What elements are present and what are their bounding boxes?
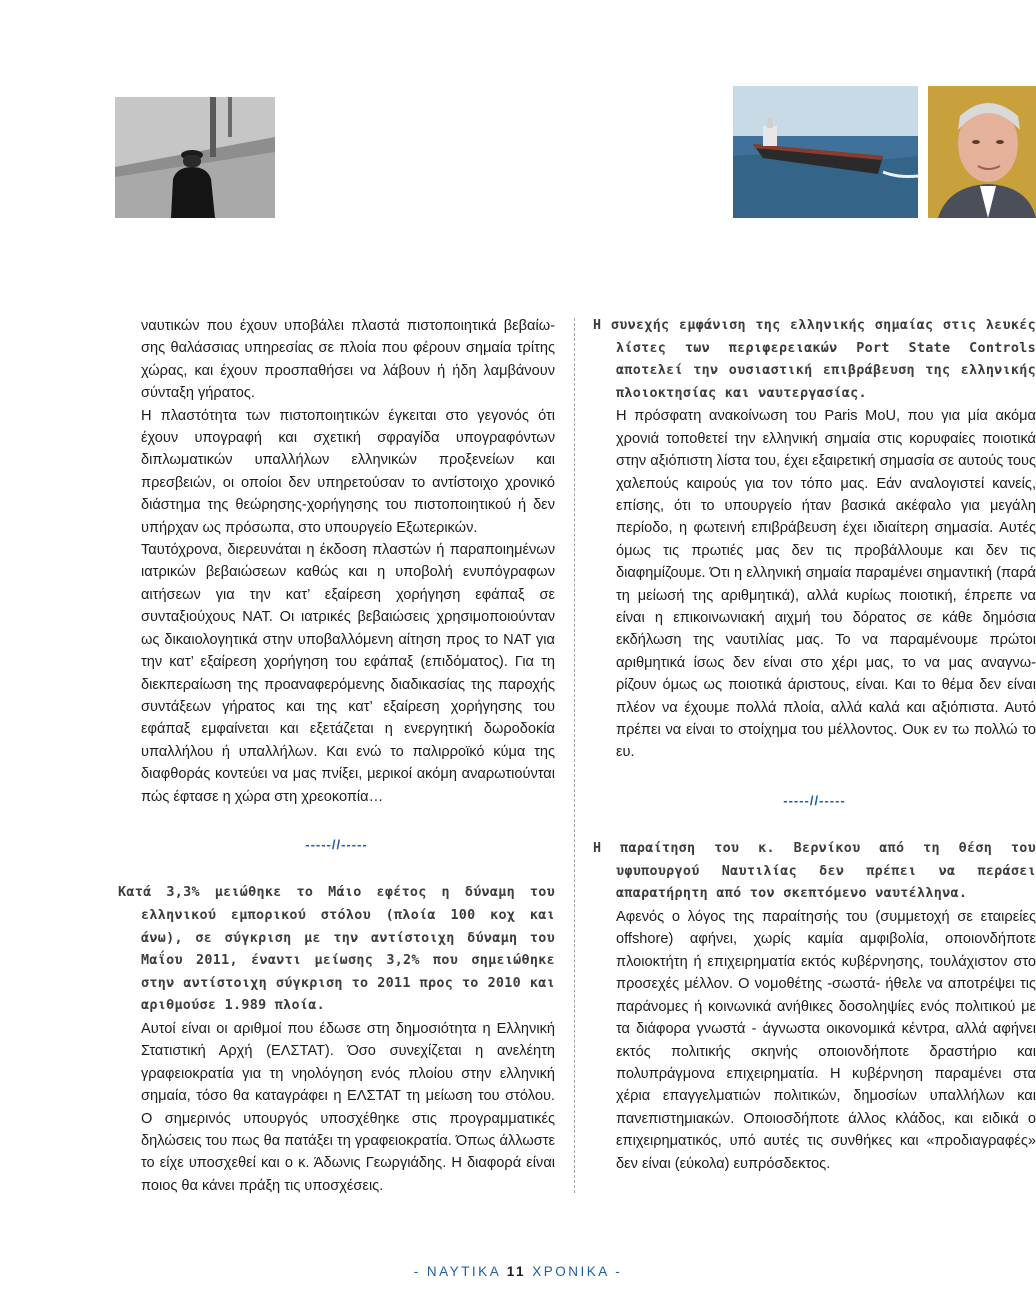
officer-illustration: [115, 97, 275, 218]
ship-photo: [733, 86, 918, 218]
lead-headline: Κατά 3,3% μειώθηκε το Μάιο εφέτος η δύναμη του ελληνικού εμπορικού στόλου (πλοία 100 κοχ και άνω), σε σύγκριση με την αντίστοιχη δύναμη του Μαΐου 2011, έναντι μείωσης 3,2% που σημειώθηκε στην αντίστοιχη σύγκριση το 2011 προς το 2010 και αριθμούσε 1.989 πλοία.: [118, 885, 555, 1014]
lead-headline: Η συνεχής εμφάνιση της ελληνικής σημαίας στις λευκές λίστες των περιφερειακών Port State Controls αποτελεί την ουσιαστική επιβράβευση της ελληνικής πλοιοκτησίας και ναυτεργασίας.: [593, 318, 1036, 401]
lead-headline: Η παραίτηση του κ. Βερνίκου από τη θέση του υφυπουργού Ναυτιλίας δεν πρέπει να περάσει απαρατήρητη από τον σκεπτόμενο ναυτέλληνα.: [593, 841, 1036, 902]
paragraph: Αφενός ο λόγος της παραίτησής του (συμμετοχή σε εταιρείες offshore) αφήνει, χωρίς καμία αμφιβολία, οποιονδήποτε πλοιοκτήτη ή επιχειρηματία εκτός κυβέρνησης, τουλάχιστον στο προσεχές μέλλον. Ο νομοθέτης -σωστά- ήθελε να αποτρέψει τις παράνομες ή κοινωνικά ανήθικες δοσοληψίες ενός πολιτικού με τα διάφορα γνωστά - άγνωστα οικονομικά κέντρα, αλλά αφήνει εκτός πολιτικής σκηνής οποιονδήποτε δραστήριο και πολυπράγμονα επιχειρηματία. Η κυβέρνηση παραμένει στα χέρια επαγγελματιών πολιτικών, δημοσίων υπαλλήλων και πανεπιστημιακών. Οποιοσδήποτε άλλος κλάδος, και ειδικά ο επιχειρηματικός, υπό αυτές τις συνθήκες και «προδιαγραφές» δεν είναι (εύκολα) ευπρόσδεκτος.: [616, 909, 1036, 1172]
right-column: [593, 315, 1036, 1175]
paragraph: Ταυτόχρονα, διερευνάται η έκδοση πλαστών ή παραποιημένων ιατρικών βεβαιώσεων καθώς και η υποβολή ενυπόγραφων αιτήσεων για την κατ’ εξαίρεση χορήγηση εφάπαξ σε συνταξιούχους ΝΑΤ. Οι ιατρικές βεβαιώσεις χρησιμοποιούνταν ως δικαιολογητικά στην υποβαλλόμενη αίτηση προς το ΝΑΤ για την κατ’ εξαίρεση χορήγηση του εφάπαξ (επιδόματος). Για τη διεκπεραίωση της προαναφερόμενης διαδικασίας της παροχής συντάξεων γήρατος και της κατ’ εξαίρεση χορήγησης του εφάπαξ εμφαίνεται και εξετάζεται η ενεργητική δωροδοκία υπαλλήλου ή υπαλλήλων. Και ενώ το παλιρροϊκό κύμα της διαφθοράς κοντεύει να μας πνίξει, μερικοί ακόμη αναρωτιούνται πώς έφτασε η χώρα στη χρεοκοπία…: [141, 542, 555, 805]
page-number: 11: [506, 1264, 526, 1279]
footer-left-label: - ΝΑΥΤΙΚΑ: [413, 1264, 501, 1279]
page-footer: [0, 1264, 1036, 1279]
portrait-photo: [928, 86, 1036, 218]
paragraph: Αυτοί είναι οι αριθμοί που έδωσε στη δημοσιότητα η Ελληνική Στατιστική Αρχή (ΕΛΣΤΑΤ). Όσο συνεχίζεται η ανελέητη γραφειοκρατία για τη νηολόγηση ενός πλοίου στην ελληνική σημαία, τόσο θα καταγράφει η ΕΛΣΤΑΤ τη μείωση του στόλου. Ο σημερινός υπουργός υποσχέθηκε στις προγραμματικές δηλώσεις του πως θα πατάξει τη γραφειοκρατία. Όπως άλλωστε το είχε υποσχεθεί και ο κ. Άδωνις Γεωργιάδης. Η διαφορά είναι ποιος θα κάνει πράξη τις υποσχέσεις.: [141, 1020, 555, 1194]
man-portrait-illustration: [928, 86, 1036, 218]
column-divider: [574, 318, 575, 1193]
section-separator: -----//-----: [783, 792, 846, 808]
paragraph: ναυτικών που έχουν υποβάλει πλαστά πιστοποιητικά βεβαίω- σης θαλάσσιας υπηρεσίας σε πλοία που φέρουν σημαία τρίτης χώρας, και έχουν προσπαθήσει να λάβουν ή ήδη λαμβάνουν σύνταξη γήρατος.: [141, 318, 555, 402]
officer-photo: [115, 97, 275, 218]
tanker-ship-illustration: [733, 86, 918, 218]
section-separator: -----//-----: [305, 836, 368, 852]
paragraph: Η πρόσφατη ανακοίνωση του Paris MoU, που για μία ακόμα χρονιά τοποθετεί την ελληνική σημαία στις κορυφαίες ποιοτικά στην αξιόπιστη λίστα του, έχει εξαιρετική σημασία σε αυτούς τους χαλεπούς καιρούς για τον τόπο μας. Εάν αναλογιστεί κανείς, επίσης, ότι το υπουργείο ήταν βασικά ακέφαλο για μεγάλη περίοδο, η φωτεινή επιβράβευση έχει ιδιαίτερη σημασία. Αυτές όμως τις πρωτιές μας δεν τις προβάλλουμε και δεν τις διαφημίζουμε. Ότι η ελληνική σημαία παραμένει σημαντική (παρά τη μείωσή της αριθμητικά), αλλά κυρίως ποιοτική, έπρεπε να είναι η επικοινωνιακή αιχμή του δόρατος σε κάθε δημόσια εκδήλωση της ναυτιλίας μας. Το να παραμένουμε πρώτοι αριθμητικά ίσως δεν είναι στο χέρι μας, το να μας αναγνω- ρίζουν όμως ως ποιοτικά άριστους, είναι. Και το θέμα δεν είναι πλέον να έχουμε πολλά πλοία, αλλά καλά και αξιόπιστα. Αυτό πρέπει να είναι το στοίχημα του μέλλοντος. Ουκ εν τω πολλώ το ευ.: [616, 408, 1036, 761]
left-column: [118, 315, 555, 1197]
paragraph: Η πλαστότητα των πιστοποιητικών έγκειται στο γεγονός ότι έχουν υπογραφή και σχετική σφραγίδα υπογραφόντων διπλωματικών υπαλλήλων ελληνικών προξενείων και πρεσβειών, οι οποίοι δεν υπηρετούσαν το αντίστοιχο χρονικό διάστημα της θεώρησης-χορήγησης του πιστοποιητικού ή δεν υπήρχαν ως πρόσωπα, στο υπουργείο Εξωτερικών.: [141, 407, 555, 536]
footer-right-label: ΧΡΟΝΙΚΑ -: [532, 1264, 623, 1279]
